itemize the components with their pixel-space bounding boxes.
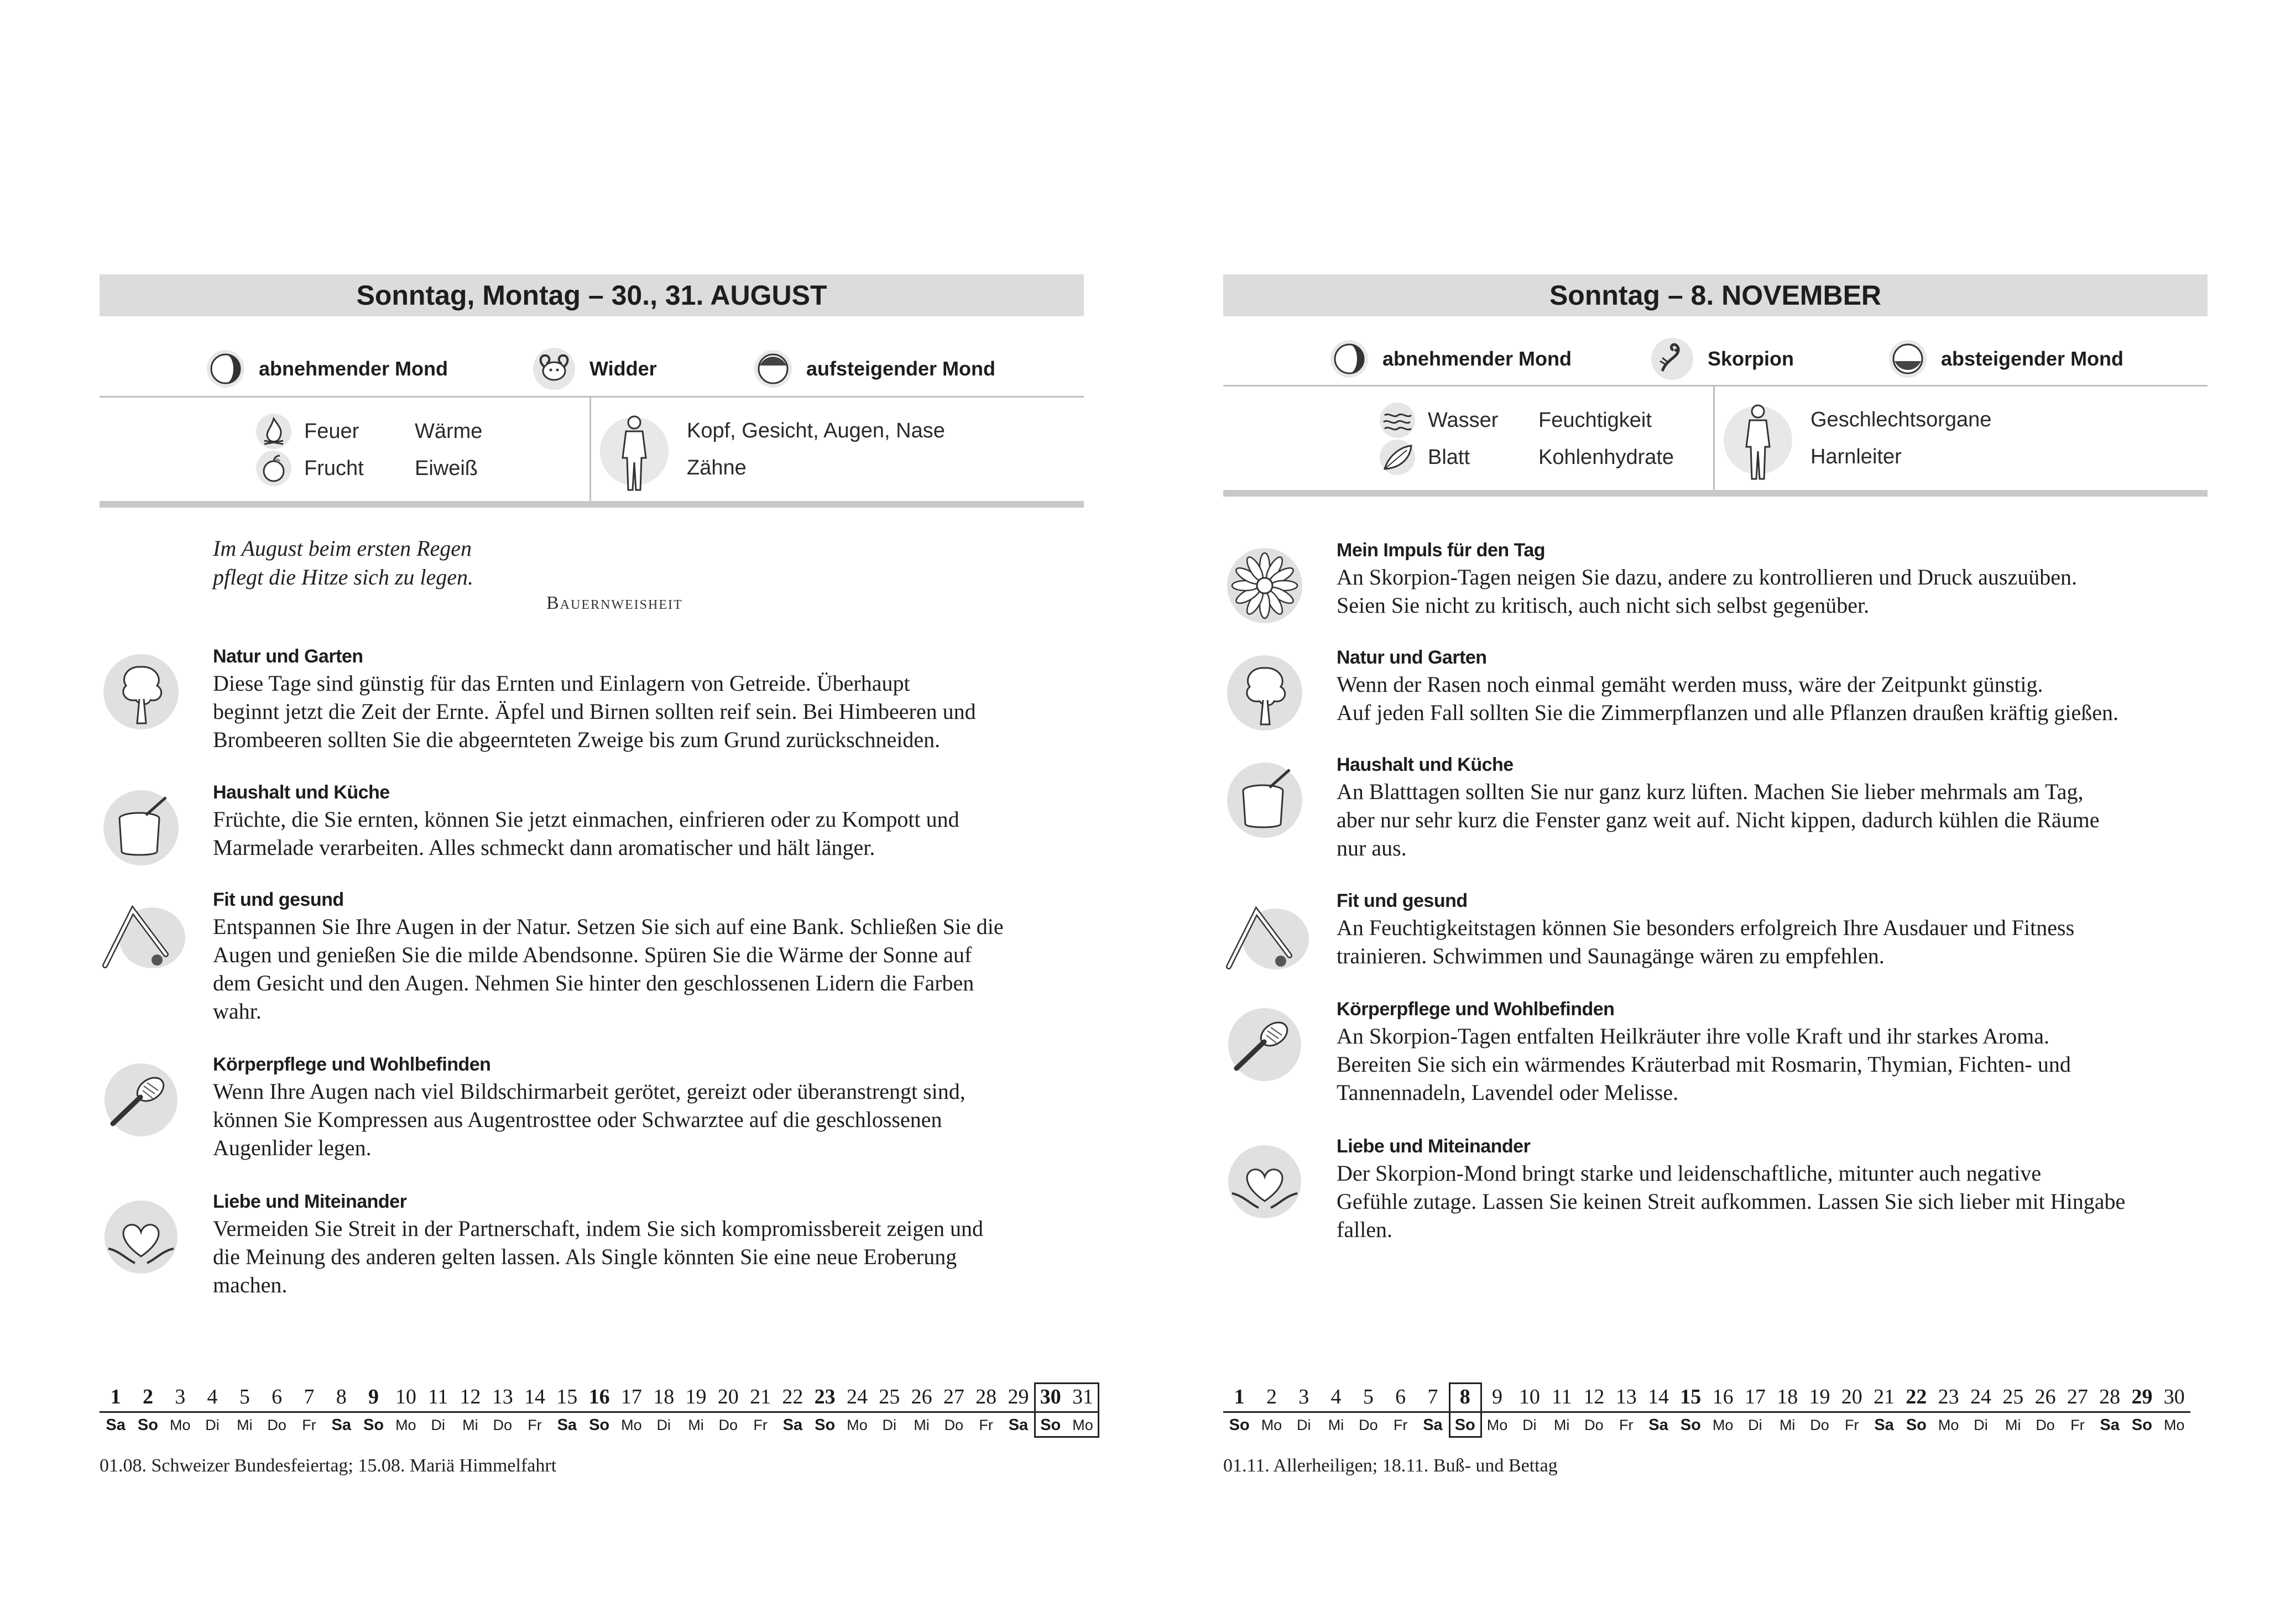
calendar-weekday: Mo — [1261, 1417, 1282, 1433]
element-quality: Feuchtigkeit — [1538, 409, 1652, 432]
quote — [213, 534, 473, 592]
calendar-date: 30 — [2163, 1385, 2185, 1408]
calendar-date: 23 — [814, 1385, 836, 1408]
calendar-date: 20 — [717, 1385, 739, 1408]
calendar-date: 15 — [1680, 1385, 1702, 1408]
fruit-icon — [254, 449, 293, 488]
calendar-date: 24 — [1970, 1385, 1991, 1408]
text-line: Augen und genießen Sie die milde Abendsonne. Spüren Sie die Wärme der Sonne auf — [213, 942, 972, 967]
zodiac-sign — [1649, 336, 1794, 382]
section-text — [1337, 1022, 2210, 1107]
left-page — [100, 0, 1094, 1623]
calendar-weekday: So — [1229, 1416, 1250, 1434]
descending-moon-icon — [1887, 338, 1929, 380]
brush-icon — [100, 1058, 182, 1141]
divider-thick — [1223, 490, 2208, 497]
text-line: trainieren. Schwimmen und Saunagänge wären zu empfehlen. — [1337, 943, 1885, 968]
text-line: Der Skorpion-Mond bringt starke und leidenschaftliche, mitunter auch negative — [1337, 1161, 2042, 1186]
calendar-weekday: Sa — [331, 1416, 351, 1434]
calendar-weekday: So — [1454, 1416, 1475, 1434]
calendar-date: 5 — [1363, 1385, 1374, 1408]
calendar-weekday: Do — [1810, 1417, 1829, 1433]
calendar-weekday: Do — [944, 1417, 964, 1433]
moon-direction — [1887, 338, 2123, 380]
text-line: Auf jeden Fall sollten Sie die Zimmerpflanzen und alle Pflanzen draußen kräftig gießen. — [1337, 700, 2118, 725]
text-line: fallen. — [1337, 1217, 1393, 1242]
calendar-weekday: Fr — [979, 1417, 993, 1433]
human-figure-icon — [593, 407, 676, 495]
tree-icon — [100, 650, 182, 733]
calendar-date: 31 — [1072, 1385, 1094, 1408]
text-line: aber nur sehr kurz die Fenster ganz weit auf. Nicht kippen, dadurch kühlen die Räume — [1337, 807, 2100, 832]
calendar-dates — [1223, 1382, 2190, 1411]
calendar-weekday: Mi — [1553, 1417, 1570, 1433]
calendar-weekday: Do — [1359, 1417, 1378, 1433]
calendar-date: 13 — [1615, 1385, 1637, 1408]
calendar-date: 4 — [207, 1385, 218, 1408]
calendar-date: 24 — [846, 1385, 868, 1408]
calendar-weekday: Sa — [2100, 1416, 2120, 1434]
calendar-weekday: Sa — [1874, 1416, 1894, 1434]
moon-info-row — [100, 344, 1084, 394]
calendar-weekday: Mo — [395, 1417, 416, 1433]
section-title: Körperpflege und Wohlbefinden — [1337, 999, 1615, 1020]
calendar-weekday: Fr — [528, 1417, 542, 1433]
divider-vertical — [589, 398, 591, 502]
calendar-weekday: Sa — [1008, 1416, 1029, 1434]
calendar-date: 13 — [492, 1385, 513, 1408]
text-line: Diese Tage sind günstig für das Ernten und Einlagern von Getreide. Überhaupt — [213, 671, 910, 696]
calendar-date: 22 — [1906, 1385, 1927, 1408]
element-name: Frucht — [304, 457, 364, 480]
calendar-date: 11 — [427, 1385, 448, 1408]
calendar-date: 8 — [336, 1385, 347, 1408]
right-page — [1223, 0, 2208, 1623]
divider-vertical — [1713, 387, 1715, 490]
calendar-date: 16 — [588, 1385, 610, 1408]
brush-icon — [1223, 1003, 1306, 1086]
calendar-weekday: Di — [1748, 1417, 1762, 1433]
calendar-date: 14 — [1648, 1385, 1669, 1408]
page-title: Sonntag – 8. NOVEMBER — [1223, 274, 2208, 316]
divider — [1223, 385, 2208, 387]
calendar-date: 16 — [1712, 1385, 1734, 1408]
section-title: Liebe und Miteinander — [1337, 1136, 1531, 1157]
section-title: Haushalt und Küche — [213, 782, 390, 803]
quote-source: Bauernweisheit — [546, 593, 683, 613]
aries-icon — [531, 346, 577, 392]
text-line: An Skorpion-Tagen neigen Sie dazu, andere zu kontrollieren und Druck auszuüben. — [1337, 565, 2078, 589]
calendar-date: 12 — [460, 1385, 481, 1408]
zodiac-sign-label: Skorpion — [1708, 347, 1794, 370]
section-title: Fit und gesund — [1337, 890, 1468, 911]
calendar-weekday: Mo — [1072, 1417, 1093, 1433]
yoga-pose-icon — [100, 894, 188, 977]
month-calendar — [1223, 1382, 2190, 1437]
calendar-weekday: So — [1680, 1416, 1701, 1434]
calendar-weekday: Mo — [2164, 1417, 2185, 1433]
section-title: Liebe und Miteinander — [213, 1191, 407, 1212]
ascending-moon-icon — [752, 348, 794, 390]
quote-line: pflegt die Hitze sich zu legen. — [213, 565, 474, 589]
section-title: Natur und Garten — [1337, 647, 1487, 668]
text-line: Brombeeren sollten Sie die abgeernteten Zweige bis zum Grund zurückschneiden. — [213, 727, 941, 752]
moon-direction-label: absteigender Mond — [1941, 347, 2124, 370]
section-title: Körperpflege und Wohlbefinden — [213, 1054, 491, 1075]
element-row — [254, 412, 483, 451]
calendar-weekday: Do — [1584, 1417, 1604, 1433]
section-title: Mein Impuls für den Tag — [1337, 540, 1545, 561]
calendar-date: 19 — [685, 1385, 707, 1408]
section-text — [213, 669, 1087, 754]
calendar-date: 23 — [1938, 1385, 1959, 1408]
zodiac-sign-label: Widder — [589, 357, 657, 380]
calendar-date: 10 — [1519, 1385, 1540, 1408]
section-text — [1337, 1159, 2210, 1244]
calendar-date: 7 — [1427, 1385, 1438, 1408]
calendar-date: 2 — [1266, 1385, 1277, 1408]
calendar-weekday: Fr — [753, 1417, 768, 1433]
calendar-date: 3 — [175, 1385, 186, 1408]
cooking-pot-icon — [1223, 759, 1306, 842]
zodiac-sign — [531, 346, 657, 392]
calendar-date: 20 — [1841, 1385, 1862, 1408]
element-quality: Wärme — [415, 420, 483, 443]
calendar-date: 25 — [2002, 1385, 2024, 1408]
element-row — [1378, 438, 1674, 477]
text-line: machen. — [213, 1272, 288, 1297]
section-text — [213, 1077, 1087, 1162]
calendar-date: 27 — [2067, 1385, 2088, 1408]
element-name: Blatt — [1428, 446, 1470, 469]
calendar-weekday: Mi — [462, 1417, 478, 1433]
text-line: beginnt jetzt die Zeit der Ernte. Äpfel und Birnen sollten reif sein. Bei Himbeeren und — [213, 699, 976, 724]
calendar-highlight — [1449, 1382, 1482, 1438]
calendar-weekday: Mo — [1712, 1417, 1734, 1433]
scorpio-icon — [1649, 336, 1695, 382]
section-text — [213, 912, 1087, 1025]
calendar-date: 5 — [239, 1385, 250, 1408]
text-line: Vermeiden Sie Streit in der Partnerschaft, indem Sie sich kompromissbereit zeigen und — [213, 1216, 983, 1241]
element-quality: Eiweiß — [415, 457, 478, 480]
calendar-date: 8 — [1459, 1385, 1470, 1408]
heart-hands-icon — [1223, 1140, 1306, 1223]
calendar-weekday: Mi — [2005, 1417, 2021, 1433]
text-line: wahr. — [213, 999, 262, 1024]
calendar-weekday: Mo — [1486, 1417, 1508, 1433]
fire-icon — [254, 412, 293, 451]
section-text — [213, 1214, 1087, 1299]
text-line: Augenlider legen. — [213, 1135, 372, 1160]
body-part: Geschlechtsorgane — [1810, 408, 1992, 431]
calendar-weekday: Fr — [1845, 1417, 1859, 1433]
calendar-weekday: So — [1906, 1416, 1927, 1434]
cooking-pot-icon — [100, 786, 182, 869]
calendar-weekday: Fr — [2070, 1417, 2085, 1433]
text-line: Bereiten Sie sich ein wärmendes Kräuterbad mit Rosmarin, Thymian, Fichten- und — [1337, 1052, 2071, 1077]
calendar-weekday: Do — [267, 1417, 286, 1433]
calendar-weekday: Sa — [782, 1416, 803, 1434]
text-line: Wenn Ihre Augen nach viel Bildschirmarbeit gerötet, gereizt oder überanstrengt sind, — [213, 1079, 966, 1104]
text-line: die Meinung des anderen gelten lassen. Als Single könnten Sie eine neue Eroberung — [213, 1244, 957, 1269]
calendar-weekday: Mi — [1328, 1417, 1344, 1433]
calendar-weekday: Do — [718, 1417, 738, 1433]
calendar-date: 2 — [142, 1385, 153, 1408]
element-row — [1378, 401, 1652, 440]
tree-icon — [1223, 651, 1306, 734]
heart-hands-icon — [100, 1196, 182, 1278]
yoga-pose-icon — [1223, 895, 1312, 978]
calendar-date: 30 — [1040, 1385, 1061, 1408]
calendar-date: 7 — [304, 1385, 315, 1408]
calendar-weekday: Sa — [106, 1416, 126, 1434]
calendar-date: 22 — [782, 1385, 803, 1408]
calendar-weekday: So — [815, 1416, 836, 1434]
calendar-weekday: Di — [1522, 1417, 1537, 1433]
section-title: Haushalt und Küche — [1337, 754, 1514, 775]
calendar-date: 25 — [879, 1385, 900, 1408]
calendar-weekday: Di — [431, 1417, 445, 1433]
text-line: können Sie Kompressen aus Augentrosttee oder Schwarztee auf die geschlossenen — [213, 1107, 942, 1132]
text-line: Marmelade verarbeiten. Alles schmeckt dann aromatischer und hält länger. — [213, 835, 875, 860]
calendar-weekday: Sa — [1648, 1416, 1668, 1434]
calendar-weekday: Fr — [302, 1417, 316, 1433]
calendar-weekday: Mi — [914, 1417, 930, 1433]
calendar-weekday: Mi — [688, 1417, 704, 1433]
text-line: Wenn der Rasen noch einmal gemäht werden muss, wäre der Zeitpunkt günstig. — [1337, 672, 2043, 697]
calendar-date: 9 — [368, 1385, 379, 1408]
calendar-weekday: Di — [656, 1417, 671, 1433]
calendar-weekday: So — [137, 1416, 158, 1434]
divider — [100, 396, 1084, 398]
calendar-date: 28 — [975, 1385, 997, 1408]
holiday-footnote: 01.11. Allerheiligen; 18.11. Buß- und Bettag — [1223, 1455, 1558, 1476]
calendar-date: 29 — [2131, 1385, 2153, 1408]
calendar-date: 3 — [1298, 1385, 1309, 1408]
calendar-date: 4 — [1330, 1385, 1342, 1408]
moon-phase — [205, 348, 448, 390]
divider-thick — [100, 501, 1084, 508]
section-text — [1337, 670, 2210, 727]
element-row — [254, 449, 478, 488]
calendar-weekday: Di — [882, 1417, 897, 1433]
calendar-weekday: So — [363, 1416, 384, 1434]
quote-line: Im August beim ersten Regen — [213, 536, 472, 561]
calendar-weekday: Mi — [237, 1417, 253, 1433]
calendar-dates — [100, 1382, 1099, 1411]
calendar-date: 17 — [1744, 1385, 1766, 1408]
body-part: Zähne — [687, 456, 747, 479]
calendar-date: 26 — [911, 1385, 932, 1408]
calendar-weekday: Di — [205, 1417, 220, 1433]
calendar-date: 17 — [620, 1385, 642, 1408]
text-line: An Feuchtigkeitstagen können Sie besonders erfolgreich Ihre Ausdauer und Fitness — [1337, 915, 2075, 940]
calendar-weekday: Sa — [1423, 1416, 1443, 1434]
calendar-date: 28 — [2099, 1385, 2121, 1408]
calendar-weekday: Mo — [847, 1417, 868, 1433]
calendar-date: 14 — [524, 1385, 545, 1408]
leaf-icon — [1378, 438, 1417, 477]
calendar-weekday: So — [2131, 1416, 2152, 1434]
calendar-date: 1 — [110, 1385, 121, 1408]
calendar-weekday: Mo — [621, 1417, 642, 1433]
calendar-date: 27 — [943, 1385, 964, 1408]
calendar-weekdays — [100, 1413, 1099, 1437]
calendar-date: 12 — [1583, 1385, 1605, 1408]
calendar-weekday: Do — [2036, 1417, 2055, 1433]
calendar-weekday: Di — [1974, 1417, 1988, 1433]
section-text — [1337, 777, 2210, 862]
calendar-weekday: So — [1040, 1416, 1061, 1434]
moon-phase-label: abnehmender Mond — [259, 357, 448, 380]
calendar-date: 18 — [1777, 1385, 1798, 1408]
water-icon — [1378, 401, 1417, 440]
moon-info-row — [1223, 334, 2208, 384]
calendar-date: 9 — [1492, 1385, 1503, 1408]
flower-mandala-icon — [1223, 544, 1306, 627]
calendar-weekday: Mi — [1779, 1417, 1796, 1433]
calendar-weekday: Mo — [1938, 1417, 1959, 1433]
calendar-date: 29 — [1008, 1385, 1029, 1408]
section-text — [1337, 563, 2210, 619]
calendar-date: 10 — [395, 1385, 416, 1408]
calendar-date: 21 — [750, 1385, 771, 1408]
month-calendar — [100, 1382, 1099, 1437]
calendar-date: 26 — [2034, 1385, 2056, 1408]
body-part: Kopf, Gesicht, Augen, Nase — [687, 419, 945, 442]
text-line: Früchte, die Sie ernten, können Sie jetzt einmachen, einfrieren oder zu Kompott und — [213, 807, 959, 832]
calendar-date: 18 — [653, 1385, 675, 1408]
calendar-date: 6 — [1395, 1385, 1406, 1408]
calendar-weekday: Do — [493, 1417, 512, 1433]
text-line: Gefühle zutage. Lassen Sie keinen Streit aufkommen. Lassen Sie sich lieber mit Hingabe — [1337, 1189, 2126, 1214]
calendar-date: 15 — [556, 1385, 578, 1408]
text-line: Entspannen Sie Ihre Augen in der Natur. Setzen Sie sich auf eine Bank. Schließen Sie die — [213, 914, 1004, 939]
section-text — [1337, 914, 2210, 970]
calendar-date: 11 — [1551, 1385, 1572, 1408]
moon-phase — [1328, 338, 1572, 380]
moon-phase-label: abnehmender Mond — [1382, 347, 1572, 370]
calendar-date: 1 — [1234, 1385, 1245, 1408]
text-line: nur aus. — [1337, 836, 1407, 860]
calendar-weekday: Di — [1296, 1417, 1311, 1433]
element-name: Wasser — [1428, 409, 1499, 432]
calendar-weekday: Fr — [1393, 1417, 1408, 1433]
text-line: An Blatttagen sollten Sie nur ganz kurz lüften. Machen Sie lieber mehrmals am Tag, — [1337, 779, 2084, 804]
section-title: Natur und Garten — [213, 646, 363, 667]
human-figure-icon — [1716, 396, 1799, 484]
text-line: dem Gesicht und den Augen. Nehmen Sie hinter den geschlossenen Lidern die Farben — [213, 970, 974, 995]
calendar-weekday: So — [589, 1416, 610, 1434]
text-line: Tannennadeln, Lavendel oder Melisse. — [1337, 1080, 1679, 1105]
text-line: An Skorpion-Tagen entfalten Heilkräuter ihre volle Kraft und ihr starkes Aroma. — [1337, 1024, 2050, 1048]
calendar-weekday: Mo — [169, 1417, 191, 1433]
moon-direction — [752, 348, 995, 390]
body-part: Harnleiter — [1810, 445, 1902, 468]
section-text — [213, 805, 1087, 862]
element-name: Feuer — [304, 420, 359, 443]
calendar-weekday: Sa — [557, 1416, 577, 1434]
holiday-footnote: 01.08. Schweizer Bundesfeiertag; 15.08. Mariä Himmelfahrt — [100, 1455, 557, 1476]
calendar-date: 21 — [1874, 1385, 1895, 1408]
waning-moon-icon — [205, 348, 247, 390]
calendar-weekdays — [1223, 1413, 2190, 1437]
section-title: Fit und gesund — [213, 889, 344, 910]
page-title: Sonntag, Montag – 30., 31. AUGUST — [100, 274, 1084, 316]
text-line: Seien Sie nicht zu kritisch, auch nicht sich selbst gegenüber. — [1337, 593, 1870, 618]
calendar-date: 19 — [1809, 1385, 1830, 1408]
moon-direction-label: aufsteigender Mond — [806, 357, 996, 380]
calendar-weekday: Fr — [1619, 1417, 1634, 1433]
calendar-date: 6 — [272, 1385, 283, 1408]
element-quality: Kohlenhydrate — [1538, 446, 1674, 469]
calendar-highlight — [1034, 1382, 1099, 1438]
waning-moon-icon — [1328, 338, 1370, 380]
